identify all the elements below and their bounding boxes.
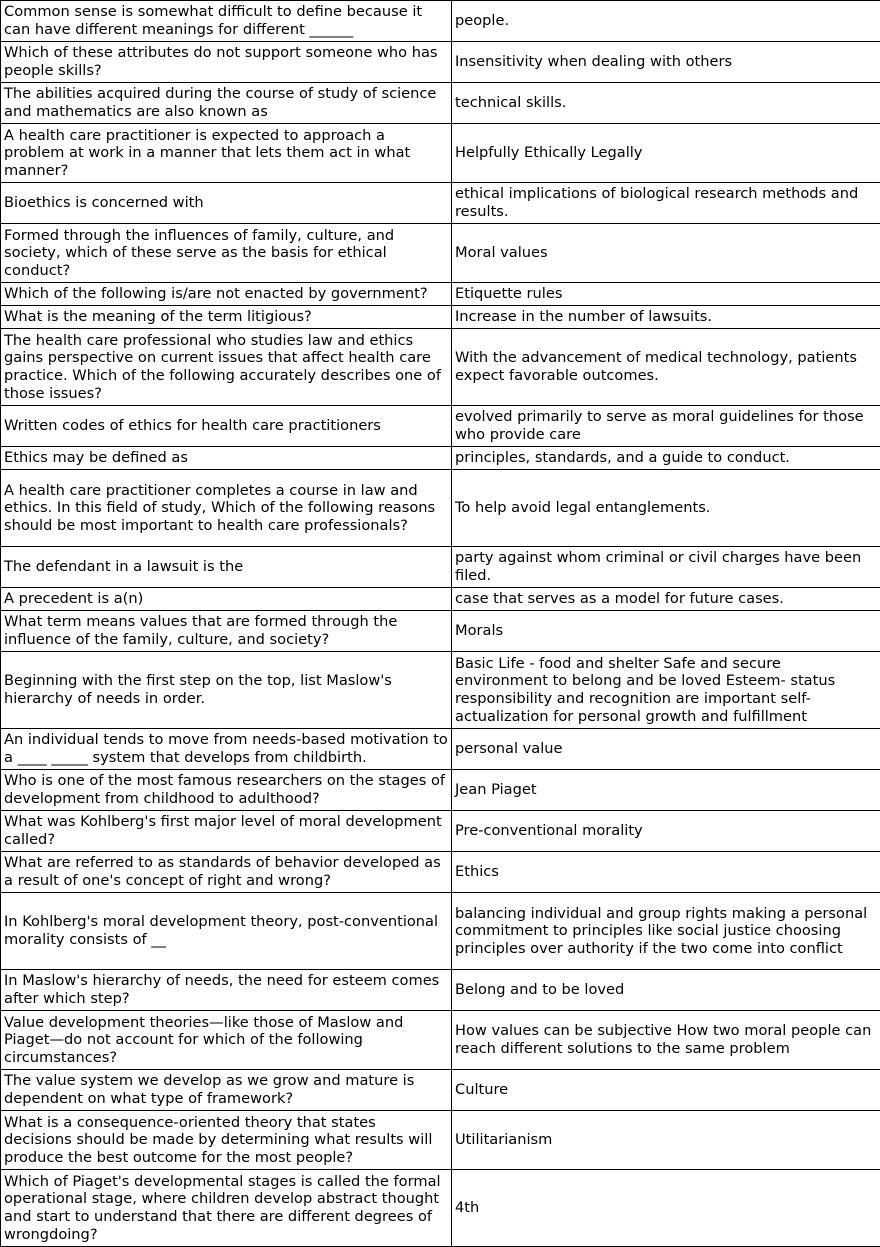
table-row: [1, 852, 880, 893]
answer-cell: 4th: [452, 1170, 880, 1247]
table-row: [1, 1, 880, 42]
question-cell: In Kohlberg's moral development theory, post-conventional morality consists of __: [1, 893, 452, 970]
table-row: [1, 183, 880, 224]
table-row: [1, 811, 880, 852]
answer-cell: case that serves as a model for future cases.: [452, 588, 880, 611]
answer-cell: Pre-conventional morality: [452, 811, 880, 852]
table-row: [1, 729, 880, 770]
question-cell: Common sense is somewhat difficult to define because it can have different meanings for different ______: [1, 1, 452, 42]
table-row: [1, 652, 880, 729]
answer-cell: Utilitarianism: [452, 1111, 880, 1170]
question-cell: What is a consequence-oriented theory that states decisions should be made by determining what results will produce the best outcome for the most people?: [1, 1111, 452, 1170]
answer-cell: Belong and to be loved: [452, 970, 880, 1011]
answer-cell: Insensitivity when dealing with others: [452, 42, 880, 83]
question-cell: Ethics may be defined as: [1, 447, 452, 470]
question-cell: What are referred to as standards of behavior developed as a result of one's concept of right and wrong?: [1, 852, 452, 893]
table-row: [1, 1170, 880, 1247]
question-cell: Who is one of the most famous researchers on the stages of development from childhood to adulthood?: [1, 770, 452, 811]
answer-cell: balancing individual and group rights making a personal commitment to principles like social justice choosing principles over authority if the two come into conflict: [452, 893, 880, 970]
table-row: [1, 611, 880, 652]
question-cell: What was Kohlberg's first major level of moral development called?: [1, 811, 452, 852]
answer-cell: ethical implications of biological research methods and results.: [452, 183, 880, 224]
answer-cell: Culture: [452, 1070, 880, 1111]
question-cell: Value development theories—like those of Maslow and Piaget—do not account for which of the following circumstances?: [1, 1011, 452, 1070]
flashcard-rows: [1, 1, 880, 1247]
answer-cell: Moral values: [452, 224, 880, 283]
question-cell: The abilities acquired during the course of study of science and mathematics are also known as: [1, 83, 452, 124]
answer-cell: Increase in the number of lawsuits.: [452, 306, 880, 329]
question-cell: Formed through the influences of family, culture, and society, which of these serve as the basis for ethical conduct?: [1, 224, 452, 283]
table-row: [1, 470, 880, 547]
answer-cell: Basic Life - food and shelter Safe and secure environment to belong and be loved Esteem- status responsibility and recognition are important self-actualization for personal growth and fulfillment: [452, 652, 880, 729]
table-row: [1, 406, 880, 447]
answer-cell: evolved primarily to serve as moral guidelines for those who provide care: [452, 406, 880, 447]
table-row: [1, 1011, 880, 1070]
question-cell: A health care practitioner is expected to approach a problem at work in a manner that lets them act in what manner?: [1, 124, 452, 183]
question-cell: An individual tends to move from needs-based motivation to a ____ _____ system that develops from childbirth.: [1, 729, 452, 770]
table-row: [1, 1070, 880, 1111]
table-row: [1, 329, 880, 406]
question-cell: Bioethics is concerned with: [1, 183, 452, 224]
table-row: [1, 124, 880, 183]
table-row: [1, 283, 880, 306]
table-row: [1, 447, 880, 470]
table-row: [1, 83, 880, 124]
question-cell: Which of the following is/are not enacted by government?: [1, 283, 452, 306]
table-row: [1, 306, 880, 329]
question-cell: A precedent is a(n): [1, 588, 452, 611]
answer-cell: people.: [452, 1, 880, 42]
question-cell: In Maslow's hierarchy of needs, the need for esteem comes after which step?: [1, 970, 452, 1011]
table-row: [1, 224, 880, 283]
answer-cell: party against whom criminal or civil charges have been filed.: [452, 547, 880, 588]
table-row: [1, 588, 880, 611]
answer-cell: Ethics: [452, 852, 880, 893]
question-cell: The defendant in a lawsuit is the: [1, 547, 452, 588]
answer-cell: To help avoid legal entanglements.: [452, 470, 880, 547]
question-cell: Which of these attributes do not support someone who has people skills?: [1, 42, 452, 83]
table-row: [1, 893, 880, 970]
table-row: [1, 547, 880, 588]
question-cell: The health care professional who studies law and ethics gains perspective on current issues that affect health care practice. Which of the following accurately describes one of those issues?: [1, 329, 452, 406]
question-cell: The value system we develop as we grow and mature is dependent on what type of framework?: [1, 1070, 452, 1111]
answer-cell: Jean Piaget: [452, 770, 880, 811]
answer-cell: With the advancement of medical technology, patients expect favorable outcomes.: [452, 329, 880, 406]
table-row: [1, 770, 880, 811]
answer-cell: principles, standards, and a guide to conduct.: [452, 447, 880, 470]
table-row: [1, 1111, 880, 1170]
answer-cell: Morals: [452, 611, 880, 652]
question-cell: What term means values that are formed through the influence of the family, culture, and society?: [1, 611, 452, 652]
answer-cell: How values can be subjective How two moral people can reach different solutions to the same problem: [452, 1011, 880, 1070]
question-cell: A health care practitioner completes a course in law and ethics. In this field of study, Which of the following reasons should be most important to health care professionals?: [1, 470, 452, 547]
answer-cell: Helpfully Ethically Legally: [452, 124, 880, 183]
table-row: [1, 970, 880, 1011]
question-cell: Beginning with the first step on the top, list Maslow's hierarchy of needs in order.: [1, 652, 452, 729]
question-cell: What is the meaning of the term litigious?: [1, 306, 452, 329]
question-cell: Which of Piaget's developmental stages is called the formal operational stage, where children develop abstract thought and start to understand that there are different degrees of wrongdoing?: [1, 1170, 452, 1247]
answer-cell: personal value: [452, 729, 880, 770]
answer-cell: Etiquette rules: [452, 283, 880, 306]
question-cell: Written codes of ethics for health care practitioners: [1, 406, 452, 447]
answer-cell: technical skills.: [452, 83, 880, 124]
table-row: [1, 42, 880, 83]
